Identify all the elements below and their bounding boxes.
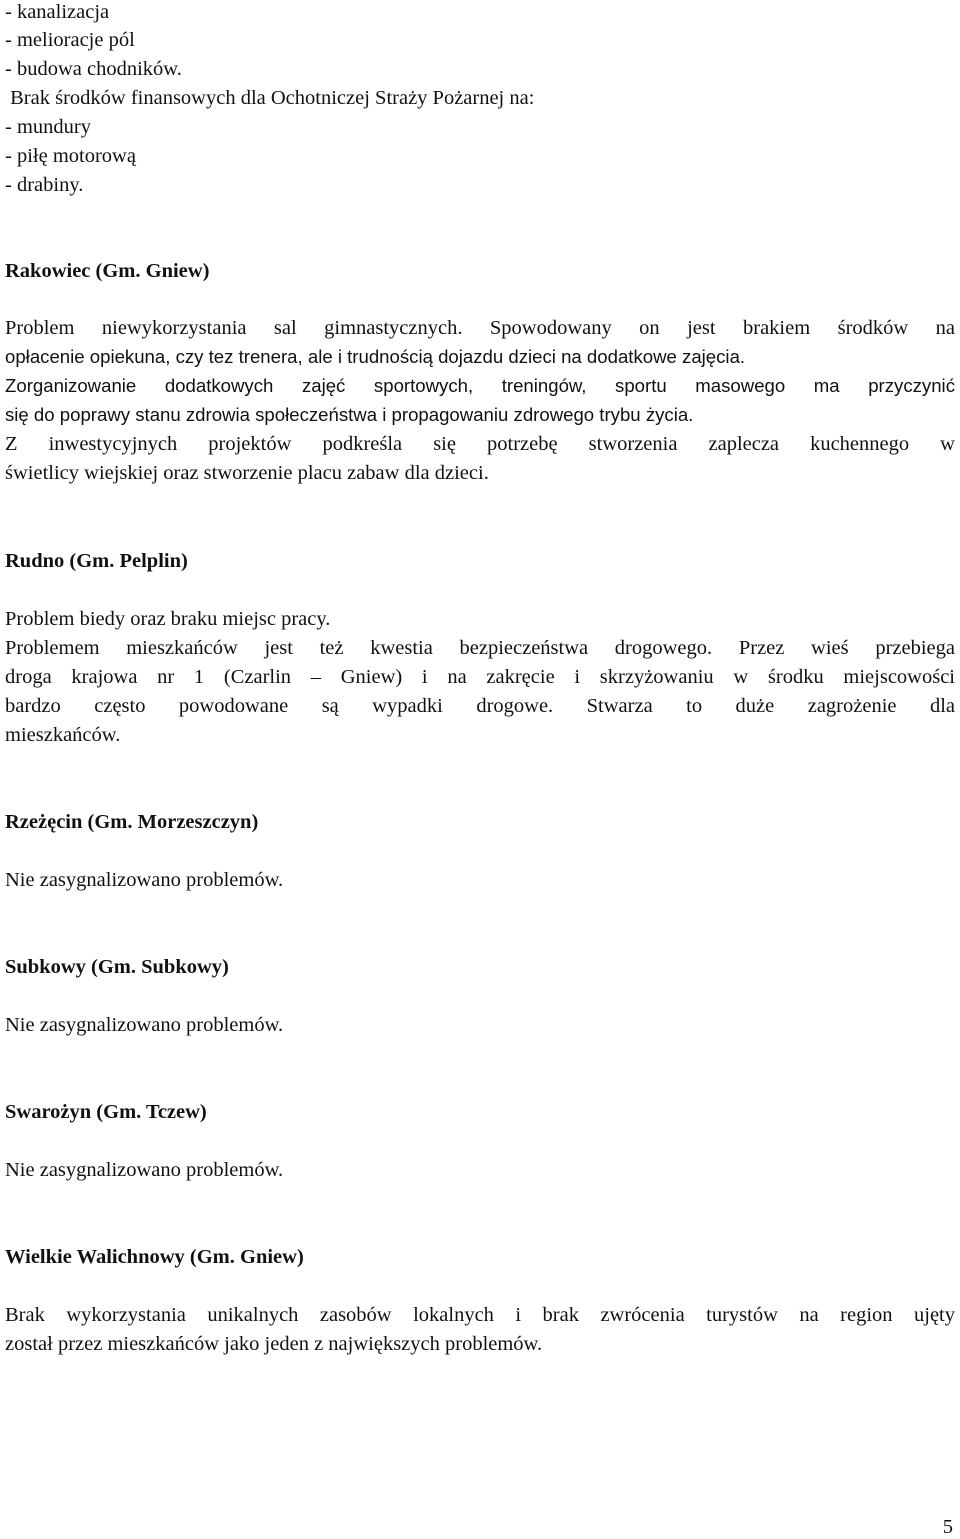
section-heading-rakowiec: Rakowiec (Gm. Gniew) [5, 260, 210, 282]
paragraph-line: Nie zasygnalizowano problemów. [5, 869, 284, 891]
osp-funding-line: Brak środków finansowych dla Ochotniczej Straży Pożarnej na: [5, 87, 535, 109]
paragraph-line: został przez mieszkańców jako jeden z największych problemów. [5, 1333, 543, 1355]
list-item: - budowa chodników. [5, 58, 182, 80]
list-item: - drabiny. [5, 174, 84, 196]
section-heading-wielkie-walichnowy: Wielkie Walichnowy (Gm. Gniew) [5, 1246, 304, 1268]
paragraph-line: Problemem mieszkańców jest też kwestia bezpieczeństwa drogowego. Przez wieś przebiega [5, 637, 955, 659]
paragraph-line: Z inwestycyjnych projektów podkreśla się potrzebę stworzenia zaplecza kuchennego w [5, 433, 955, 455]
list-item: - kanalizacja [5, 1, 110, 23]
list-item: - mundury [5, 116, 91, 138]
paragraph-line: droga krajowa nr 1 (Czarlin – Gniew) i na zakręcie i skrzyżowaniu w środku miejscowości [5, 666, 955, 688]
section-heading-swarozyn: Swarożyn (Gm. Tczew) [5, 1101, 207, 1123]
paragraph-line: Zorganizowanie dodatkowych zajęć sportowych, treningów, sportu masowego ma przyczynić [5, 375, 955, 396]
paragraph-line: opłacenie opiekuna, czy tez trenera, ale i trudnością dojazdu dzieci na dodatkowe zajęcia. [5, 346, 746, 367]
list-item: - piłę motorową [5, 145, 136, 167]
list-item: - melioracje pól [5, 29, 135, 51]
paragraph-line: świetlicy wiejskiej oraz stworzenie placu zabaw dla dzieci. [5, 462, 489, 484]
paragraph-line: Nie zasygnalizowano problemów. [5, 1159, 284, 1181]
page-number: 5 [942, 1516, 953, 1538]
section-heading-subkowy: Subkowy (Gm. Subkowy) [5, 956, 229, 978]
paragraph-line: się do poprawy stanu zdrowia społeczeństwa i propagowaniu zdrowego trybu życia. [5, 404, 694, 425]
paragraph-line: mieszkańców. [5, 724, 121, 746]
paragraph-line: Nie zasygnalizowano problemów. [5, 1014, 284, 1036]
paragraph-line: Problem niewykorzystania sal gimnastycznych. Spowodowany on jest brakiem środków na [5, 317, 955, 339]
paragraph-line: Problem biedy oraz braku miejsc pracy. [5, 608, 331, 630]
paragraph-line: Brak wykorzystania unikalnych zasobów lokalnych i brak zwrócenia turystów na region ujęty [5, 1304, 955, 1326]
paragraph-line: bardzo często powodowane są wypadki drogowe. Stwarza to duże zagrożenie dla [5, 695, 955, 717]
section-heading-rudno: Rudno (Gm. Pelplin) [5, 550, 188, 572]
section-heading-rzezecin: Rzeżęcin (Gm. Morzeszczyn) [5, 811, 259, 833]
